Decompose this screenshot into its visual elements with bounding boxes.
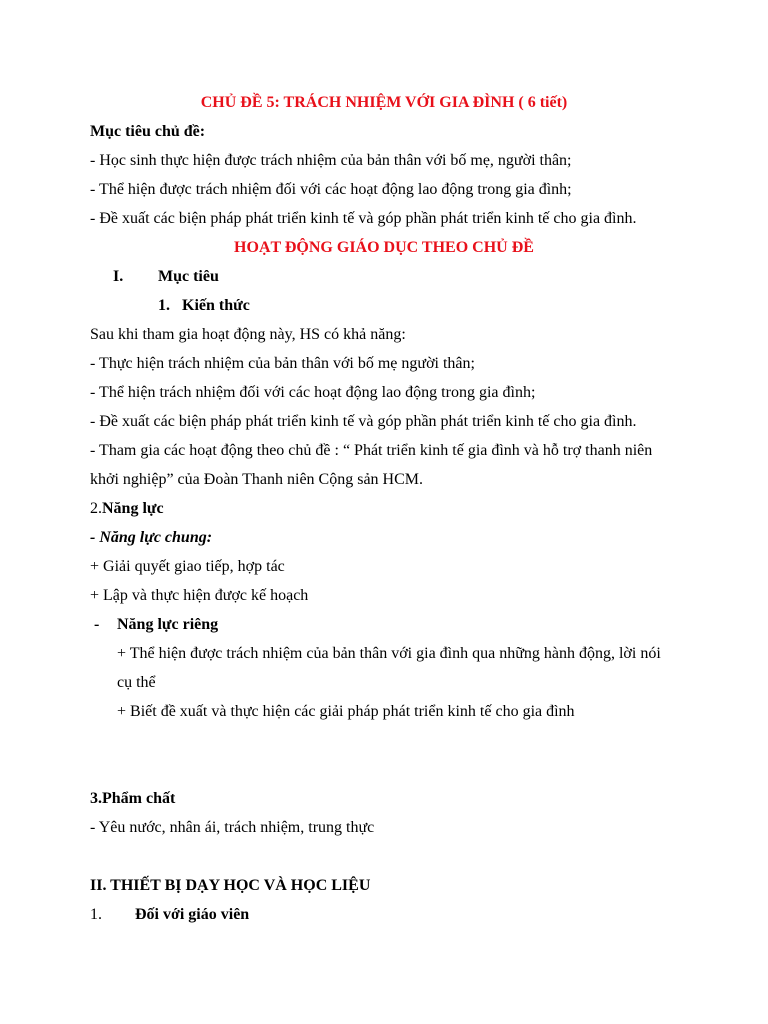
document-title: CHỦ ĐỀ 5: TRÁCH NHIỆM VỚI GIA ĐÌNH ( 6 tiết) — [200, 94, 568, 111]
specific-competency-label: Năng lực riêng — [117, 616, 219, 633]
section-title: HOẠT ĐỘNG GIÁO DỤC THEO CHỦ ĐỀ — [234, 239, 534, 256]
part1-number: I. — [113, 268, 124, 285]
sub1-label: Kiến thức — [182, 297, 250, 314]
knowledge-item-continued: khởi nghiệp” của Đoàn Thanh niên Cộng sản HCM. — [90, 471, 423, 488]
part2-sub1-label: Đối với giáo viên — [135, 906, 250, 923]
goal-item: - Học sinh thực hiện được trách nhiệm của bản thân với bố mẹ, người thân; — [90, 152, 572, 169]
general-competency-label: - Năng lực chung: — [90, 529, 213, 546]
part1-label: Mục tiêu — [158, 268, 219, 285]
specific-competency-item-continued: cụ thể — [117, 674, 156, 691]
competency-heading — [90, 499, 164, 519]
competency-label: Năng lực — [102, 500, 164, 517]
qualities-heading: 3.Phẩm chất — [90, 790, 176, 807]
part2-sub1-number: 1. — [90, 906, 102, 923]
specific-competency-item: + Thể hiện được trách nhiệm của bản thân với gia đình qua những hành động, lời nói — [117, 645, 661, 662]
knowledge-item: - Thực hiện trách nhiệm của bản thân với bố mẹ người thân; — [90, 355, 475, 372]
goal-item: - Đề xuất các biện pháp phát triển kinh tế và góp phần phát triển kinh tế cho gia đình. — [90, 210, 637, 227]
knowledge-intro: Sau khi tham gia hoạt động này, HS có khả năng: — [90, 326, 406, 343]
goal-item: - Thể hiện được trách nhiệm đối với các hoạt động lao động trong gia đình; — [90, 181, 572, 198]
general-competency-item: + Giải quyết giao tiếp, hợp tác — [90, 558, 285, 575]
knowledge-item: - Tham gia các hoạt động theo chủ đề : “ Phát triển kinh tế gia đình và hỗ trợ thanh niên — [90, 442, 653, 459]
knowledge-item: - Thể hiện trách nhiệm đối với các hoạt động lao động trong gia đình; — [90, 384, 536, 401]
specific-competency-item: + Biết đề xuất và thực hiện các giải pháp phát triển kinh tế cho gia đình — [117, 703, 575, 720]
qualities-item: - Yêu nước, nhân ái, trách nhiệm, trung thực — [90, 819, 375, 836]
sub1-number: 1. — [158, 297, 170, 314]
specific-competency-dash: - — [94, 616, 100, 633]
general-competency-item: + Lập và thực hiện được kế hoạch — [90, 587, 309, 604]
goals-heading: Mục tiêu chủ đề: — [90, 123, 206, 140]
part2-heading: II. THIẾT BỊ DẠY HỌC VÀ HỌC LIỆU — [90, 877, 371, 894]
knowledge-item: - Đề xuất các biện pháp phát triển kinh tế và góp phần phát triển kinh tế cho gia đình. — [90, 413, 637, 430]
competency-number: 2. — [90, 500, 102, 517]
